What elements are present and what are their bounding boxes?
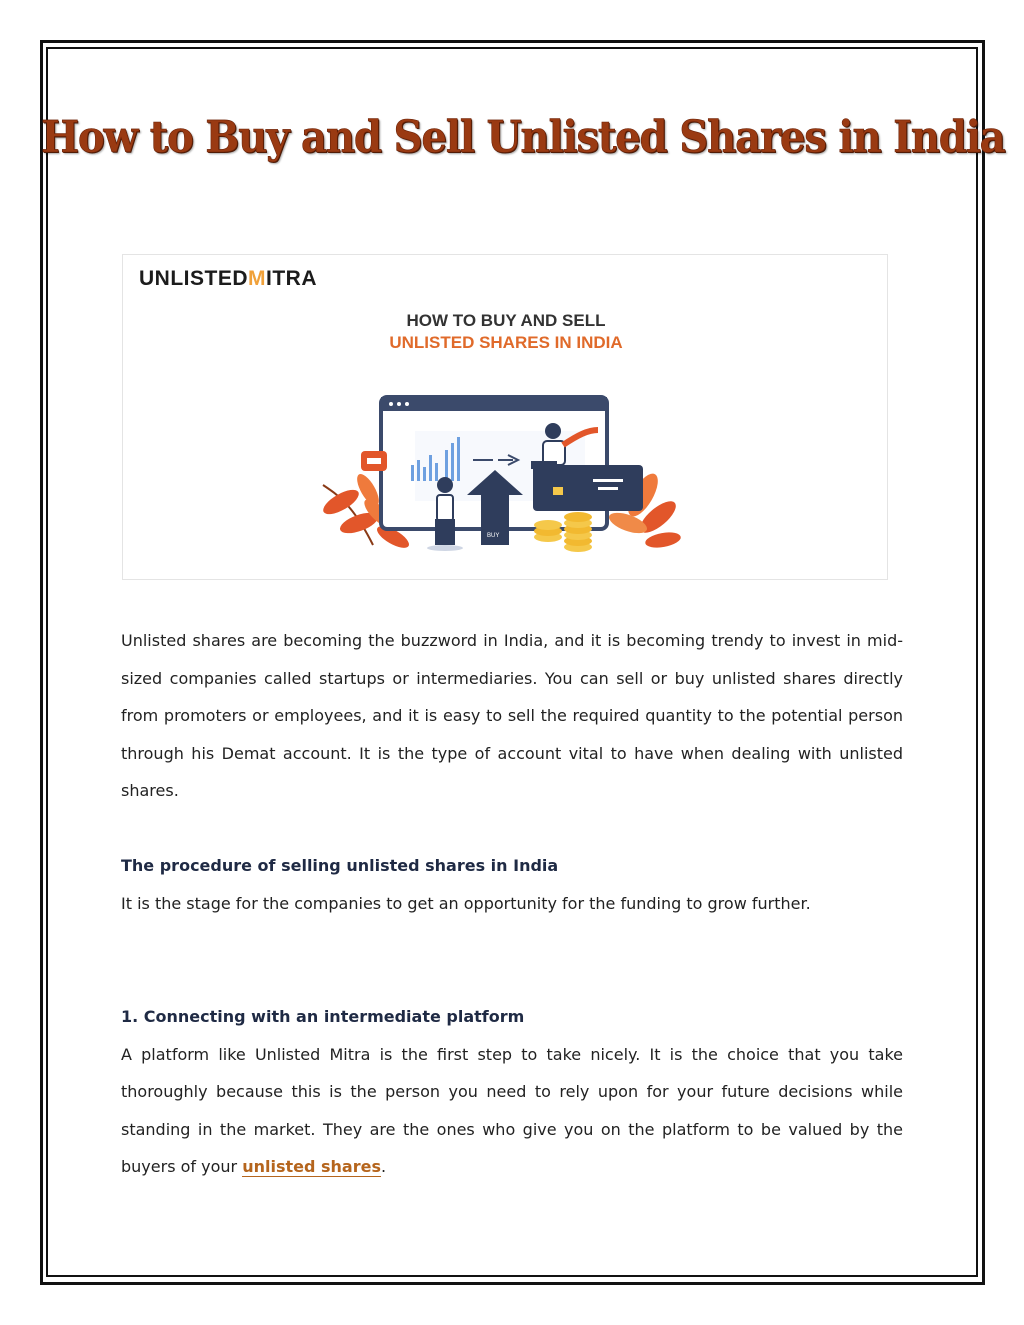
section-intermediate-platform bbox=[121, 998, 903, 1186]
section-heading: 1. Connecting with an intermediate platform bbox=[121, 1007, 525, 1026]
unlisted-shares-link[interactable]: unlisted shares bbox=[242, 1157, 381, 1177]
section-body-end: . bbox=[380, 1157, 387, 1177]
hero-heading-line1: HOW TO BUY AND SELL bbox=[406, 311, 606, 330]
section-selling-procedure bbox=[121, 847, 903, 922]
buy-arrow-label: BUY bbox=[487, 533, 500, 539]
section-body bbox=[121, 1036, 903, 1186]
credit-card-icon bbox=[533, 465, 643, 511]
brand-logo-text: UNLISTED bbox=[139, 267, 248, 290]
section-body-text: A platform like Unlisted Mitra is the first step to take nicely. It is the choice that you take thoroughly because this is the person you need to rely upon for your future decisions while standing in the market. They are the ones who give you on the platform to be valued by the buyers of your bbox=[121, 1044, 903, 1177]
hero-heading-line2: UNLISTED SHARES IN INDIA bbox=[389, 333, 623, 352]
section-body: It is the stage for the companies to get an opportunity for the funding to grow further. bbox=[121, 893, 811, 913]
brand-logo-text-end: ITRA bbox=[266, 267, 317, 290]
document-title: How to Buy and Sell Unlisted Shares in India bbox=[40, 112, 1005, 163]
section-heading: The procedure of selling unlisted shares in India bbox=[121, 856, 559, 875]
brand-logo-accent: M bbox=[248, 267, 266, 290]
hero-image bbox=[122, 254, 888, 580]
stock-trading-illustration bbox=[123, 255, 888, 580]
intro-paragraph: Unlisted shares are becoming the buzzword in India, and it is becoming trendy to invest in mid-sized companies called startups or intermediaries. You can sell or buy unlisted shares directly from promoters or employees, and it is easy to sell the required quantity to the potential person through his Demat account. It is the type of account vital to have when dealing with unlisted shares. bbox=[121, 631, 903, 801]
